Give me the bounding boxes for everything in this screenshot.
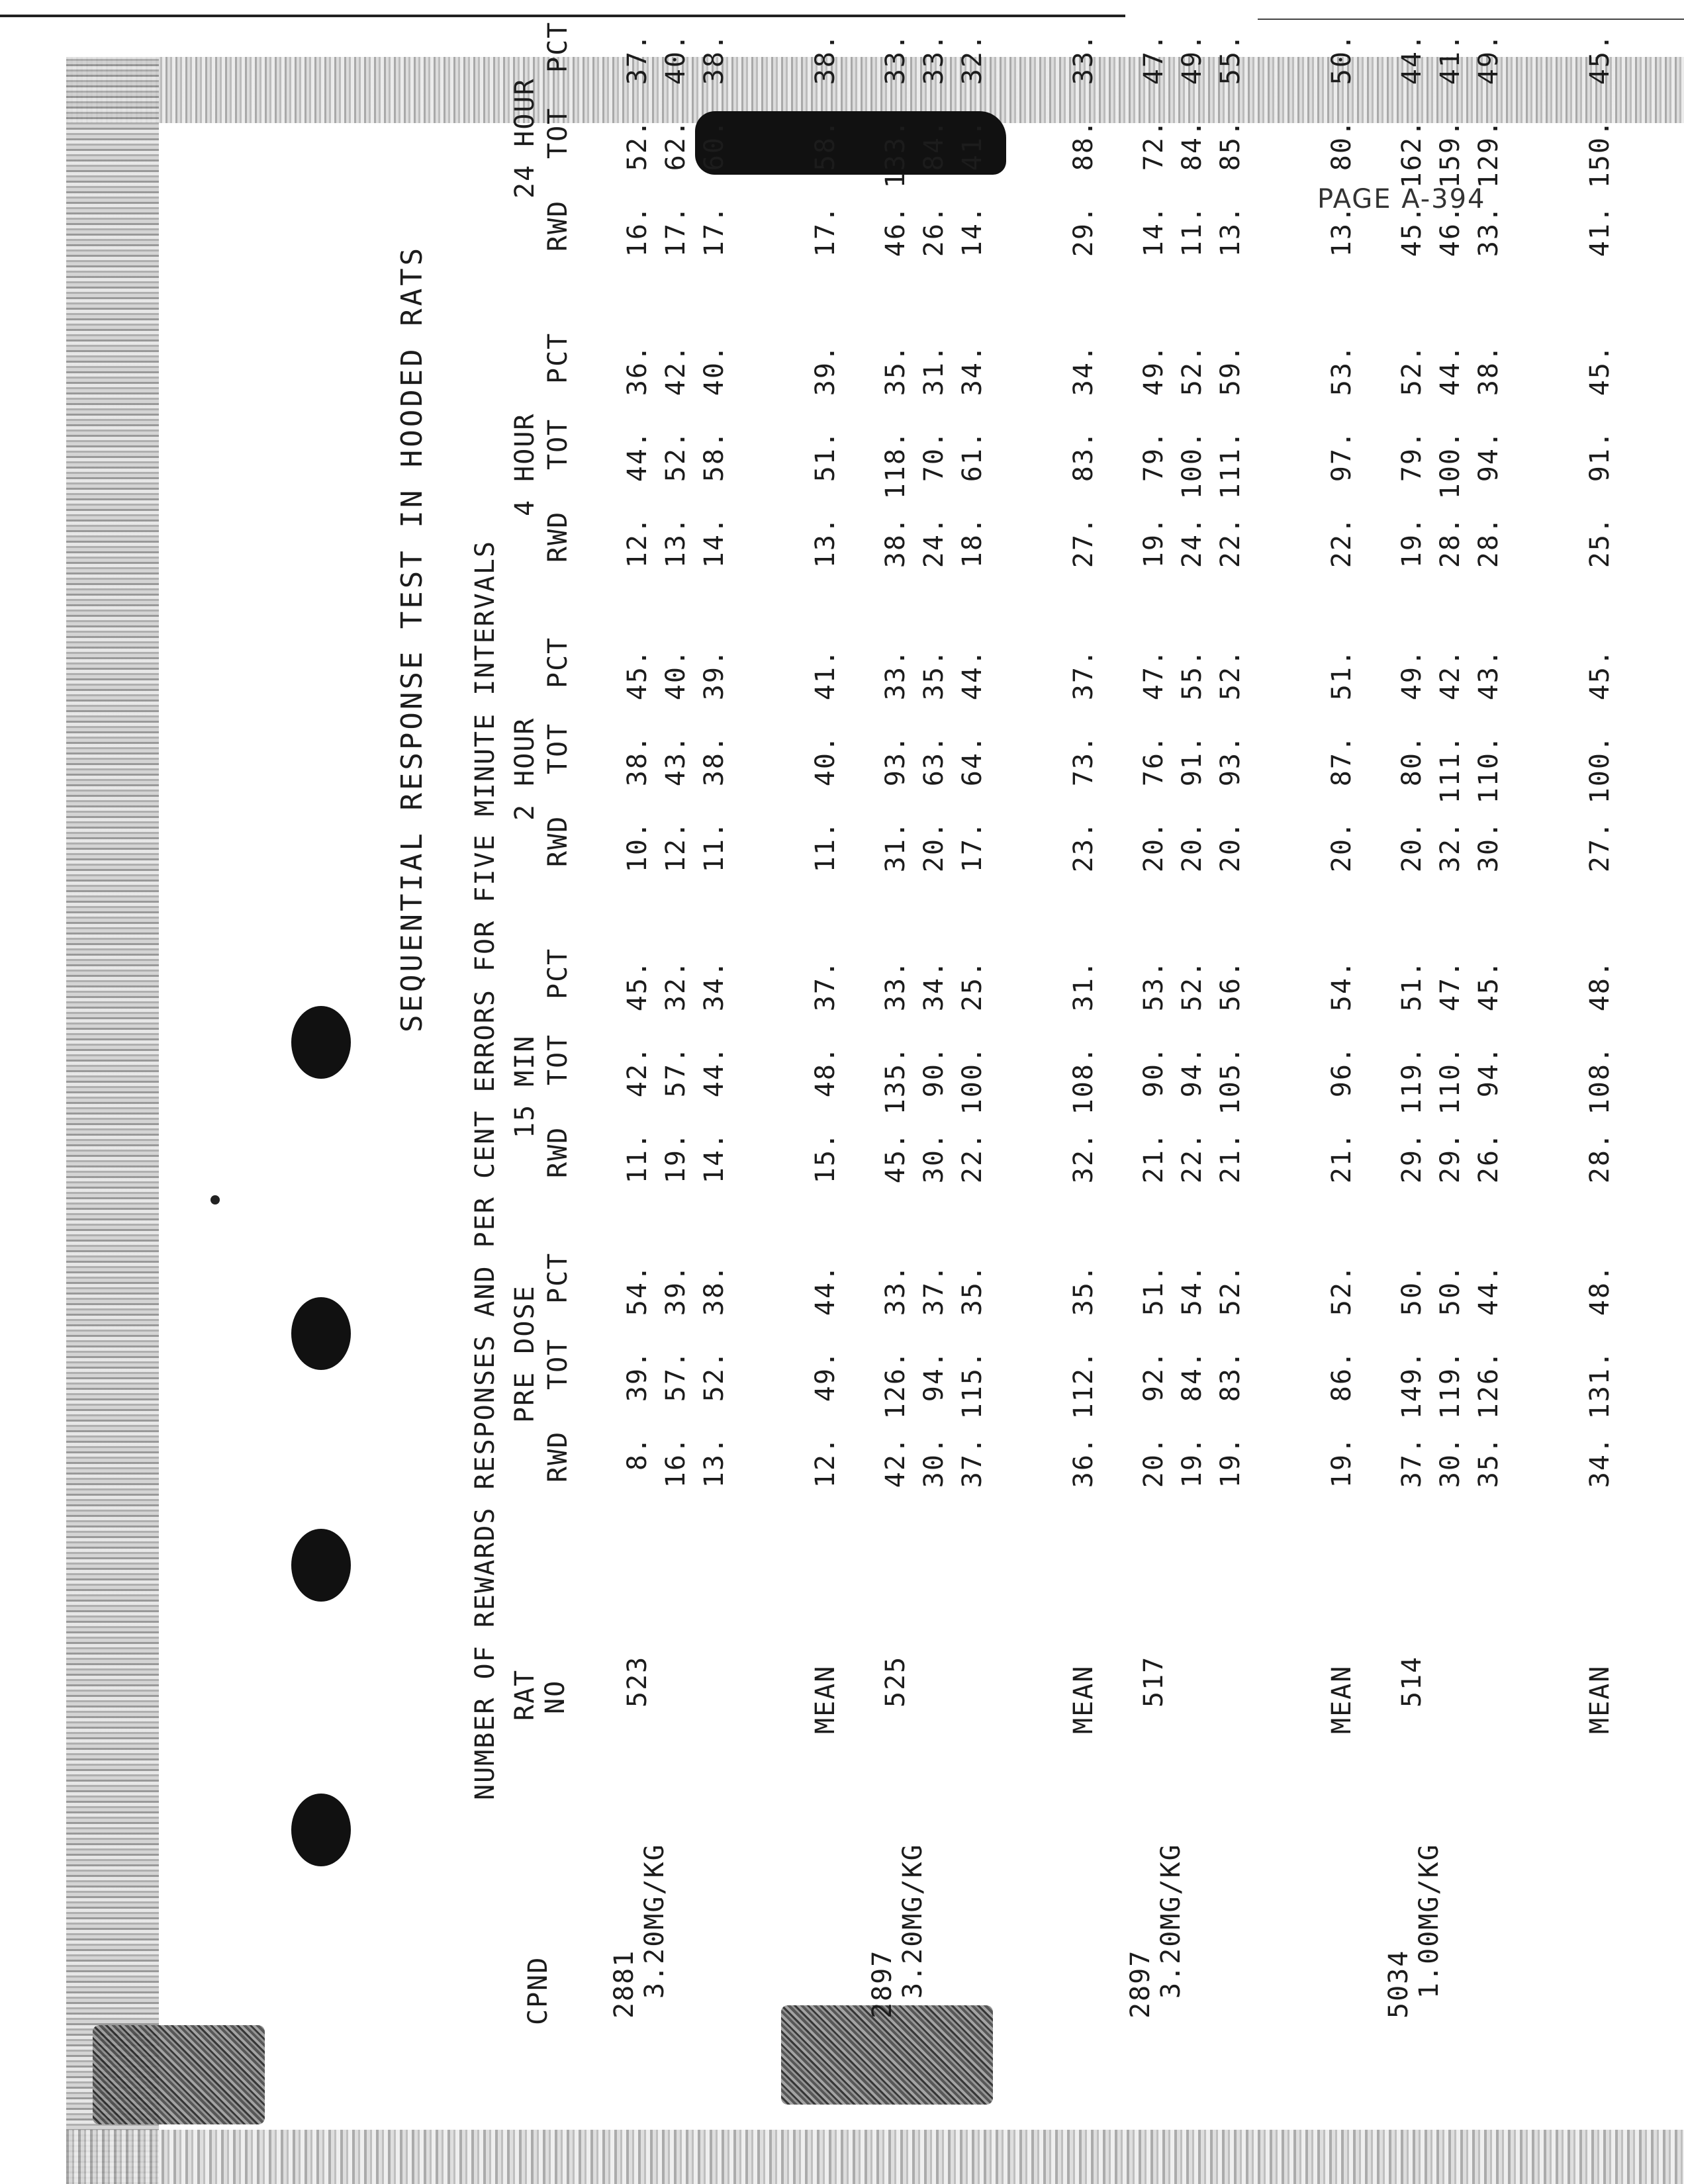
table-cell: 26. xyxy=(1474,1132,1504,1184)
table-cell: 14. xyxy=(699,516,729,569)
interval-label: 15 MIN xyxy=(510,1034,540,1138)
table-cell: 26. xyxy=(919,205,949,257)
table-cell: 93. xyxy=(880,735,911,787)
mean-cell: 53. xyxy=(1327,344,1357,396)
mean-cell: 40. xyxy=(810,735,841,787)
table-cell: 62. xyxy=(661,119,691,171)
table-cell: 126. xyxy=(880,1350,911,1420)
table-cell: 70. xyxy=(919,430,949,482)
table-cell: 50. xyxy=(1435,1264,1466,1316)
mean-cell: 73. xyxy=(1068,735,1099,787)
interval-label: 2 HOUR xyxy=(510,717,540,821)
interval-label: 24 HOUR xyxy=(510,77,540,199)
table-cell: 19. xyxy=(1177,1436,1207,1488)
table-cell: 49. xyxy=(1177,33,1207,85)
mean-cell: 23. xyxy=(1068,821,1099,873)
table-cell: 18. xyxy=(957,516,988,569)
mean-cell: 52. xyxy=(1327,1264,1357,1316)
mean-cell: 80. xyxy=(1327,119,1357,171)
subcolumn-header: RWD xyxy=(543,1126,573,1178)
table-cell: 76. xyxy=(1139,735,1169,787)
mean-cell: 108. xyxy=(1068,1046,1099,1115)
mean-cell: 34. xyxy=(1068,344,1099,396)
mean-cell: 38. xyxy=(810,33,841,85)
table-cell: 93. xyxy=(1215,735,1246,787)
table-cell: 63. xyxy=(919,735,949,787)
table-cell: 31. xyxy=(880,821,911,873)
table-cell: 13. xyxy=(1215,205,1246,257)
subcolumn-header: PCT xyxy=(543,332,573,384)
table-cell: 17. xyxy=(661,205,691,257)
subcolumn-header: PCT xyxy=(543,21,573,73)
mean-cell: 96. xyxy=(1327,1046,1357,1098)
table-cell: 52. xyxy=(1215,649,1246,701)
table-cell: 32. xyxy=(957,33,988,85)
mean-cell: 91. xyxy=(1585,430,1615,482)
table-cell: 84. xyxy=(919,119,949,171)
table-cell: 38. xyxy=(699,1264,729,1316)
mean-cell: 36. xyxy=(1068,1436,1099,1488)
table-cell: 24. xyxy=(919,516,949,569)
table-cell: 61. xyxy=(957,430,988,482)
table-cell: 42. xyxy=(661,344,691,396)
table-cell: 43. xyxy=(1474,649,1504,701)
table-cell: 16. xyxy=(661,1436,691,1488)
table-cell: 20. xyxy=(1139,1436,1169,1488)
table-cell: 24. xyxy=(1177,516,1207,569)
table-cell: 50. xyxy=(1397,1264,1427,1316)
mean-cell: 25. xyxy=(1585,516,1615,569)
table-cell: 19. xyxy=(1139,516,1169,569)
table-cell: 33. xyxy=(880,33,911,85)
scan-edge-line xyxy=(0,15,1125,17)
compound-dose: 1.00MG/KG xyxy=(1414,1843,1444,1999)
table-cell: 33. xyxy=(880,1264,911,1316)
scan-edge-line xyxy=(1258,19,1684,20)
table-cell: 55. xyxy=(1215,33,1246,85)
table-cell: 25. xyxy=(957,960,988,1012)
mean-cell: 21. xyxy=(1327,1132,1357,1184)
table-cell: 40. xyxy=(699,344,729,396)
table-cell: 59. xyxy=(1215,344,1246,396)
table-cell: 52. xyxy=(1215,1264,1246,1316)
table-cell: 38. xyxy=(699,735,729,787)
table-cell: 28. xyxy=(1435,516,1466,569)
page-label: PAGE A-394 xyxy=(1317,184,1486,214)
subcolumn-header: RWD xyxy=(543,199,573,251)
table-cell: 10. xyxy=(622,821,653,873)
table-cell: 100. xyxy=(1435,430,1466,500)
table-cell: 12. xyxy=(661,821,691,873)
table-subtitle: NUMBER OF REWARDS RESPONSES AND PER CENT ERRORS FOR FIVE MINUTE INTERVALS xyxy=(470,540,500,1800)
table-cell: 64. xyxy=(957,735,988,787)
mean-cell: 41. xyxy=(1585,205,1615,257)
table-cell: 100. xyxy=(1177,430,1207,500)
table-cell: 42. xyxy=(880,1436,911,1488)
subcolumn-header: RWD xyxy=(543,510,573,563)
mean-cell: 97. xyxy=(1327,430,1357,482)
table-cell: 52. xyxy=(661,430,691,482)
mean-label: MEAN xyxy=(1068,1664,1099,1734)
mean-cell: 29. xyxy=(1068,205,1099,257)
mean-cell: 35. xyxy=(1068,1264,1099,1316)
mean-cell: 45. xyxy=(1585,649,1615,701)
table-cell: 79. xyxy=(1397,430,1427,482)
table-cell: 34. xyxy=(699,960,729,1012)
table-cell: 30. xyxy=(1474,821,1504,873)
table-cell: 49. xyxy=(1139,344,1169,396)
table-cell: 47. xyxy=(1435,960,1466,1012)
table-cell: 90. xyxy=(1139,1046,1169,1098)
mean-cell: 150. xyxy=(1585,119,1615,189)
table-cell: 30. xyxy=(919,1132,949,1184)
table-cell: 13. xyxy=(699,1436,729,1488)
table-cell: 20. xyxy=(1215,821,1246,873)
table-cell: 14. xyxy=(699,1132,729,1184)
table-title: SEQUENTIAL RESPONSE TEST IN HOODED RATS xyxy=(395,245,429,1032)
table-cell: 94. xyxy=(1474,1046,1504,1098)
table-cell: 44. xyxy=(699,1046,729,1098)
compound-dose: 3.20MG/KG xyxy=(1156,1843,1186,1999)
table-cell: 32. xyxy=(1435,821,1466,873)
mean-cell: 100. xyxy=(1585,735,1615,804)
table-cell: 20. xyxy=(1139,821,1169,873)
table-cell: 44. xyxy=(1435,344,1466,396)
subcolumn-header: TOT xyxy=(543,722,573,774)
table-cell: 39. xyxy=(661,1264,691,1316)
subcolumn-header: PCT xyxy=(543,1251,573,1304)
mean-cell: 48. xyxy=(810,1046,841,1098)
compound-id: 2897 xyxy=(1125,1949,1156,2019)
table-cell: 33. xyxy=(880,960,911,1012)
mean-cell: 17. xyxy=(810,205,841,257)
table-cell: 111. xyxy=(1215,430,1246,500)
table-cell: 94. xyxy=(919,1350,949,1402)
table-cell: 29. xyxy=(1397,1132,1427,1184)
table-cell: 19. xyxy=(1397,516,1427,569)
table-cell: 51. xyxy=(1139,1264,1169,1316)
table-cell: 52. xyxy=(1177,344,1207,396)
table-cell: 52. xyxy=(699,1350,729,1402)
table-cell: 14. xyxy=(957,205,988,257)
table-cell: 92. xyxy=(1139,1350,1169,1402)
table-cell: 47. xyxy=(1139,649,1169,701)
table-cell: 37. xyxy=(957,1436,988,1488)
subcolumn-header: TOT xyxy=(543,107,573,159)
table-cell: 39. xyxy=(622,1350,653,1402)
table-cell: 80. xyxy=(1397,735,1427,787)
table-cell: 84. xyxy=(1177,1350,1207,1402)
mean-cell: 51. xyxy=(810,430,841,482)
table-cell: 11. xyxy=(1177,205,1207,257)
table-cell: 33. xyxy=(919,33,949,85)
table-cell: 90. xyxy=(919,1046,949,1098)
table-cell: 53. xyxy=(1139,960,1169,1012)
table-cell: 46. xyxy=(1435,205,1466,257)
mean-cell: 48. xyxy=(1585,960,1615,1012)
mean-cell: 13. xyxy=(1327,205,1357,257)
mean-cell: 13. xyxy=(810,516,841,569)
table-cell: 44. xyxy=(622,430,653,482)
mean-cell: 58. xyxy=(810,119,841,171)
mean-cell: 86. xyxy=(1327,1350,1357,1402)
table-cell: 35. xyxy=(1474,1436,1504,1488)
table-cell: 43. xyxy=(661,735,691,787)
compound-id: 2897 xyxy=(867,1949,898,2019)
table-cell: 33. xyxy=(1474,205,1504,257)
compound-id: 2881 xyxy=(609,1949,639,2019)
table-cell: 38. xyxy=(622,735,653,787)
mean-cell: 50. xyxy=(1327,33,1357,85)
mean-cell: 41. xyxy=(810,649,841,701)
table-cell: 85. xyxy=(1215,119,1246,171)
interval-label: PRE DOSE xyxy=(510,1285,540,1423)
table-cell: 91. xyxy=(1177,735,1207,787)
table-cell: 84. xyxy=(1177,119,1207,171)
table-cell: 72. xyxy=(1139,119,1169,171)
table-cell: 58. xyxy=(699,430,729,482)
mean-cell: 131. xyxy=(1585,1350,1615,1420)
subcolumn-header: RWD xyxy=(543,815,573,867)
table-cell: 41. xyxy=(957,119,988,171)
interval-label: 4 HOUR xyxy=(510,412,540,516)
table-cell: 17. xyxy=(957,821,988,873)
table-cell: 38. xyxy=(880,516,911,569)
table-cell: 45. xyxy=(622,960,653,1012)
mean-cell: 34. xyxy=(1585,1436,1615,1488)
mean-cell: 33. xyxy=(1068,33,1099,85)
mean-cell: 31. xyxy=(1068,960,1099,1012)
table-cell: 55. xyxy=(1177,649,1207,701)
table-cell: 94. xyxy=(1177,1046,1207,1098)
column-header-cpnd: CPND xyxy=(523,1956,553,2025)
table-cell: 44. xyxy=(1474,1264,1504,1316)
table-cell: 41. xyxy=(1435,33,1466,85)
table-cell: 8. xyxy=(622,1436,653,1471)
rat-number: 523 xyxy=(622,1655,653,1707)
table-cell: 37. xyxy=(622,33,653,85)
table-cell: 111. xyxy=(1435,735,1466,804)
mean-label: MEAN xyxy=(1327,1664,1357,1734)
mean-cell: 37. xyxy=(810,960,841,1012)
mean-cell: 32. xyxy=(1068,1132,1099,1184)
table-cell: 44. xyxy=(1397,33,1427,85)
table-cell: 100. xyxy=(957,1046,988,1115)
mean-cell: 39. xyxy=(810,344,841,396)
table-cell: 115. xyxy=(957,1350,988,1420)
compound-dose: 3.20MG/KG xyxy=(898,1843,928,1999)
table-cell: 40. xyxy=(661,33,691,85)
table-cell: 45. xyxy=(880,1132,911,1184)
mean-label: MEAN xyxy=(1585,1664,1615,1734)
table-cell: 159. xyxy=(1435,119,1466,189)
table-cell: 45. xyxy=(622,649,653,701)
table-cell: 12. xyxy=(622,516,653,569)
mean-cell: 15. xyxy=(810,1132,841,1184)
table-cell: 19. xyxy=(1215,1436,1246,1488)
table-cell: 133. xyxy=(880,119,911,189)
compound-id: 5034 xyxy=(1383,1949,1414,2019)
table-cell: 21. xyxy=(1215,1132,1246,1184)
table-cell: 22. xyxy=(957,1132,988,1184)
table-cell: 40. xyxy=(661,649,691,701)
subcolumn-header: TOT xyxy=(543,418,573,470)
table-cell: 28. xyxy=(1474,516,1504,569)
table-cell: 105. xyxy=(1215,1046,1246,1115)
table-cell: 11. xyxy=(699,821,729,873)
subcolumn-header: PCT xyxy=(543,947,573,999)
compound-dose: 3.20MG/KG xyxy=(639,1843,670,1999)
table-cell: 79. xyxy=(1139,430,1169,482)
table-cell: 33. xyxy=(880,649,911,701)
mean-label: MEAN xyxy=(810,1664,841,1734)
mean-cell: 11. xyxy=(810,821,841,873)
rat-number: 517 xyxy=(1139,1655,1169,1707)
table-cell: 29. xyxy=(1435,1132,1466,1184)
table-cell: 126. xyxy=(1474,1350,1504,1420)
table-cell: 52. xyxy=(1177,960,1207,1012)
mean-cell: 22. xyxy=(1327,516,1357,569)
mean-cell: 44. xyxy=(810,1264,841,1316)
rat-number: 525 xyxy=(880,1655,911,1707)
table-cell: 38. xyxy=(699,33,729,85)
subcolumn-header: TOT xyxy=(543,1338,573,1390)
table-cell: 119. xyxy=(1397,1046,1427,1115)
table-cell: 49. xyxy=(1474,33,1504,85)
table-cell: 32. xyxy=(661,960,691,1012)
table-cell: 39. xyxy=(699,649,729,701)
table-cell: 46. xyxy=(880,205,911,257)
table-cell: 110. xyxy=(1435,1046,1466,1115)
column-header-rat: NO xyxy=(540,1679,571,1714)
table-cell: 14. xyxy=(1139,205,1169,257)
table-cell: 57. xyxy=(661,1046,691,1098)
mean-cell: 12. xyxy=(810,1436,841,1488)
table-cell: 35. xyxy=(880,344,911,396)
table-cell: 162. xyxy=(1397,119,1427,189)
column-header-rat: RAT xyxy=(510,1668,540,1721)
table-cell: 110. xyxy=(1474,735,1504,804)
table-cell: 20. xyxy=(1397,821,1427,873)
table-cell: 30. xyxy=(1435,1436,1466,1488)
table-cell: 17. xyxy=(699,205,729,257)
table-cell: 35. xyxy=(957,1264,988,1316)
table-cell: 44. xyxy=(957,649,988,701)
subcolumn-header: RWD xyxy=(543,1430,573,1482)
table-cell: 47. xyxy=(1139,33,1169,85)
mean-cell: 112. xyxy=(1068,1350,1099,1420)
table-cell: 35. xyxy=(919,649,949,701)
table-cell: 149. xyxy=(1397,1350,1427,1420)
table-cell: 52. xyxy=(622,119,653,171)
table-cell: 56. xyxy=(1215,960,1246,1012)
table-cell: 52. xyxy=(1397,344,1427,396)
table-cell: 19. xyxy=(661,1132,691,1184)
mean-cell: 27. xyxy=(1068,516,1099,569)
table-cell: 36. xyxy=(622,344,653,396)
subcolumn-header: TOT xyxy=(543,1033,573,1085)
table-cell: 38. xyxy=(1474,344,1504,396)
table-cell: 119. xyxy=(1435,1350,1466,1420)
table-cell: 49. xyxy=(1397,649,1427,701)
mean-cell: 49. xyxy=(810,1350,841,1402)
table-cell: 13. xyxy=(661,516,691,569)
table-cell: 20. xyxy=(919,821,949,873)
mean-cell: 108. xyxy=(1585,1046,1615,1115)
table-cell: 20. xyxy=(1177,821,1207,873)
table-cell: 45. xyxy=(1397,205,1427,257)
table-cell: 54. xyxy=(1177,1264,1207,1316)
table-cell: 45. xyxy=(1474,960,1504,1012)
table-cell: 94. xyxy=(1474,430,1504,482)
mean-cell: 28. xyxy=(1585,1132,1615,1184)
table-cell: 21. xyxy=(1139,1132,1169,1184)
table-cell: 54. xyxy=(622,1264,653,1316)
table-cell: 30. xyxy=(919,1436,949,1488)
table-cell: 37. xyxy=(919,1264,949,1316)
table-cell: 57. xyxy=(661,1350,691,1402)
scan-border-bottom xyxy=(66,2130,1684,2184)
table-cell: 118. xyxy=(880,430,911,500)
table-cell: 22. xyxy=(1215,516,1246,569)
table-cell: 60. xyxy=(699,119,729,171)
subcolumn-header: PCT xyxy=(543,636,573,688)
mean-cell: 83. xyxy=(1068,430,1099,482)
table-cell: 83. xyxy=(1215,1350,1246,1402)
mean-cell: 88. xyxy=(1068,119,1099,171)
mean-cell: 48. xyxy=(1585,1264,1615,1316)
table-cell: 37. xyxy=(1397,1436,1427,1488)
mean-cell: 87. xyxy=(1327,735,1357,787)
mean-cell: 51. xyxy=(1327,649,1357,701)
mean-cell: 37. xyxy=(1068,649,1099,701)
mean-cell: 54. xyxy=(1327,960,1357,1012)
table-cell: 34. xyxy=(919,960,949,1012)
mean-cell: 45. xyxy=(1585,33,1615,85)
table-cell: 135. xyxy=(880,1046,911,1115)
table-cell: 22. xyxy=(1177,1132,1207,1184)
mean-cell: 45. xyxy=(1585,344,1615,396)
mean-cell: 27. xyxy=(1585,821,1615,873)
table-cell: 31. xyxy=(919,344,949,396)
table-cell: 51. xyxy=(1397,960,1427,1012)
table-cell: 42. xyxy=(622,1046,653,1098)
table-cell: 42. xyxy=(1435,649,1466,701)
mean-cell: 20. xyxy=(1327,821,1357,873)
rat-number: 514 xyxy=(1397,1655,1427,1707)
table-cell: 11. xyxy=(622,1132,653,1184)
table-cell: 34. xyxy=(957,344,988,396)
table-cell: 16. xyxy=(622,205,653,257)
mean-cell: 19. xyxy=(1327,1436,1357,1488)
table-cell: 129. xyxy=(1474,119,1504,189)
